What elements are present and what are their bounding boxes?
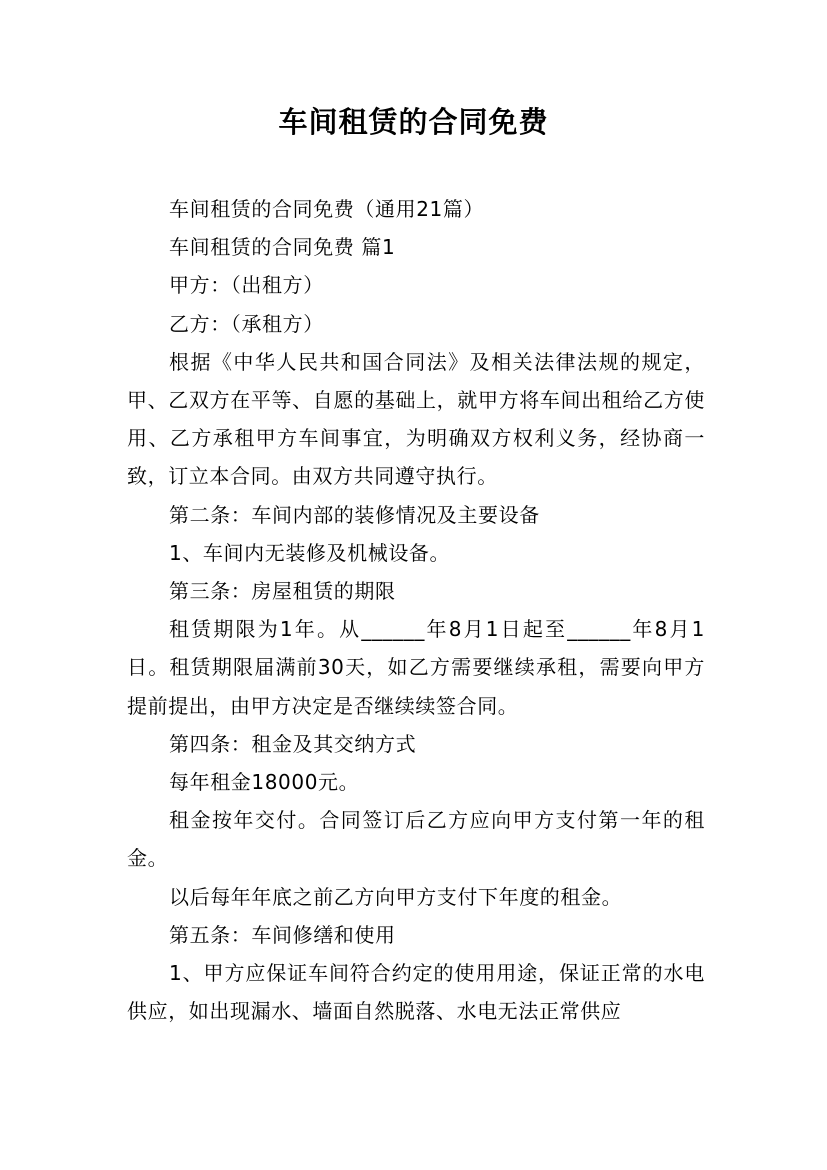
paragraph-party-a: 甲方：（出租方） [169,273,324,298]
paragraph-article-3-body: 租赁期限为1年。从______年8月1日起至______年8月1日。租赁期限届满前30天，如乙方需要继续承租，需要向甲方提前提出，由甲方决定是否继续续签合同。 [127,617,705,718]
paragraph-party-b: 乙方：（承租方） [169,311,324,336]
paragraph-rent-payment: 租金按年交付。合同签订后乙方应向甲方支付第一年的租金。 [127,808,705,871]
paragraph-subtitle: 车间租赁的合同免费（通用21篇） [169,197,485,221]
paragraph-rent-subsequent: 以后每年年底之前乙方向甲方支付下年度的租金。 [169,884,623,909]
document-body [127,190,705,1030]
paragraph-annual-rent: 每年租金18000元。 [169,770,360,795]
paragraph-article-3-heading: 第三条：房屋租赁的期限 [169,579,396,604]
paragraph-article-2-heading: 第二条：车间内部的装修情况及主要设备 [169,502,540,527]
paragraph-article-5-heading: 第五条：车间修缮和使用 [169,922,396,947]
document-title: 车间租赁的合同免费 [278,105,549,139]
paragraph-preamble: 根据《中华人民共和国合同法》及相关法律法规的规定，甲、乙双方在平等、自愿的基础上，就甲方将车间出租给乙方使用、乙方承租甲方车间事宜，为明确双方权利义务，经协商一致，订立本合同。由双方共同遵守执行。 [127,349,705,489]
paragraph-section-heading: 车间租赁的合同免费 篇1 [169,235,396,260]
paragraph-article-5-item-1: 1、甲方应保证车间符合约定的使用用途，保证正常的水电供应，如出现漏水、墙面自然脱落、水电无法正常供应 [127,961,705,1024]
paragraph-article-2-item-1: 1、车间内无装修及机械设备。 [169,540,451,565]
paragraph-article-4-heading: 第四条：租金及其交纳方式 [169,731,417,756]
